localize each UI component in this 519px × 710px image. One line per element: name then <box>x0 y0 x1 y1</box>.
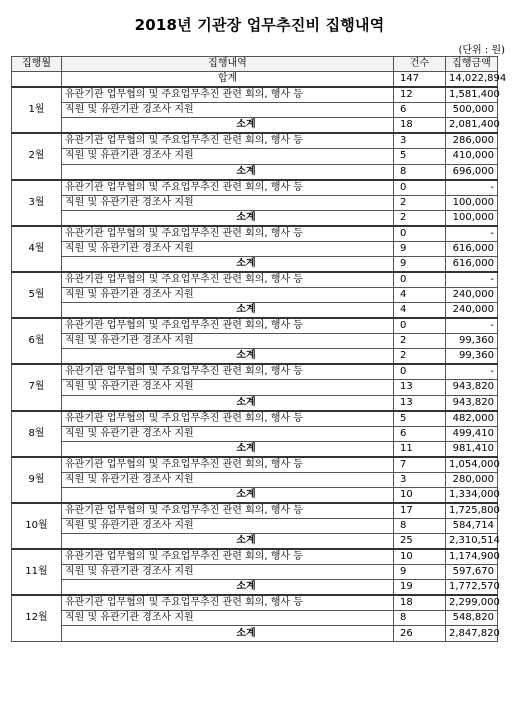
header-amount: 집행금액 <box>446 57 498 72</box>
month-cell: 1월 <box>12 87 62 133</box>
item-amount: 240,000 <box>446 287 498 302</box>
table-row <box>12 241 498 256</box>
item-desc: 유관기관 업무협의 및 주요업무추진 관련 회의, 행사 등 <box>62 457 394 473</box>
table-row <box>12 87 498 103</box>
item-count: 13 <box>394 380 446 395</box>
item-amount: 499,410 <box>446 426 498 441</box>
subtotal-row <box>12 118 498 134</box>
subtotal-label: 소계 <box>62 164 394 180</box>
item-count: 18 <box>394 595 446 611</box>
subtotal-count: 13 <box>394 395 446 411</box>
total-amount: 14,022,894 <box>446 72 498 88</box>
subtotal-row <box>12 487 498 503</box>
month-cell: 3월 <box>12 180 62 226</box>
subtotal-row <box>12 303 498 319</box>
subtotal-count: 26 <box>394 626 446 641</box>
table-row <box>12 411 498 427</box>
subtotal-amount: 943,820 <box>446 395 498 411</box>
header-row <box>12 57 498 72</box>
item-amount: 548,820 <box>446 611 498 626</box>
item-desc: 직원 및 유관기관 경조사 지원 <box>62 195 394 210</box>
table-row <box>12 287 498 302</box>
item-desc: 직원 및 유관기관 경조사 지원 <box>62 241 394 256</box>
subtotal-amount: 616,000 <box>446 256 498 272</box>
item-amount: - <box>446 318 498 334</box>
table-row <box>12 518 498 533</box>
table-row <box>12 457 498 473</box>
subtotal-amount: 981,410 <box>446 441 498 457</box>
item-desc: 직원 및 유관기관 경조사 지원 <box>62 103 394 118</box>
item-count: 5 <box>394 149 446 164</box>
subtotal-row <box>12 441 498 457</box>
item-amount: 100,000 <box>446 195 498 210</box>
item-desc: 직원 및 유관기관 경조사 지원 <box>62 611 394 626</box>
subtotal-label: 소계 <box>62 487 394 503</box>
subtotal-amount: 696,000 <box>446 164 498 180</box>
table-row <box>12 334 498 349</box>
subtotal-count: 18 <box>394 118 446 134</box>
item-amount: 584,714 <box>446 518 498 533</box>
item-count: 10 <box>394 549 446 565</box>
table-row <box>12 226 498 242</box>
table-row <box>12 180 498 196</box>
item-desc: 유관기관 업무협의 및 주요업무추진 관련 회의, 행사 등 <box>62 133 394 149</box>
subtotal-label: 소계 <box>62 534 394 550</box>
subtotal-label: 소계 <box>62 303 394 319</box>
item-desc: 직원 및 유관기관 경조사 지원 <box>62 380 394 395</box>
item-count: 2 <box>394 195 446 210</box>
subtotal-count: 25 <box>394 534 446 550</box>
table-row <box>12 565 498 580</box>
item-count: 3 <box>394 133 446 149</box>
subtotal-label: 소계 <box>62 256 394 272</box>
item-count: 9 <box>394 241 446 256</box>
table-row <box>12 503 498 519</box>
expense-table <box>11 56 507 642</box>
total-blank <box>12 72 62 88</box>
item-amount: 1,725,800 <box>446 503 498 519</box>
total-label: 합계 <box>62 72 394 88</box>
subtotal-row <box>12 580 498 596</box>
subtotal-row <box>12 349 498 365</box>
subtotal-count: 11 <box>394 441 446 457</box>
item-amount: 99,360 <box>446 334 498 349</box>
item-desc: 유관기관 업무협의 및 주요업무추진 관련 회의, 행사 등 <box>62 364 394 380</box>
subtotal-amount: 2,081,400 <box>446 118 498 134</box>
item-desc: 유관기관 업무협의 및 주요업무추진 관련 회의, 행사 등 <box>62 226 394 242</box>
item-desc: 직원 및 유관기관 경조사 지원 <box>62 472 394 487</box>
subtotal-label: 소계 <box>62 626 394 641</box>
item-amount: - <box>446 272 498 288</box>
item-desc: 유관기관 업무협의 및 주요업무추진 관련 회의, 행사 등 <box>62 549 394 565</box>
item-amount: 410,000 <box>446 149 498 164</box>
item-count: 8 <box>394 518 446 533</box>
total-row <box>12 72 498 88</box>
item-desc: 직원 및 유관기관 경조사 지원 <box>62 287 394 302</box>
month-cell: 8월 <box>12 411 62 457</box>
item-desc: 직원 및 유관기관 경조사 지원 <box>62 518 394 533</box>
month-cell: 10월 <box>12 503 62 549</box>
total-count: 147 <box>394 72 446 88</box>
table-row <box>12 364 498 380</box>
item-amount: - <box>446 364 498 380</box>
table-row <box>12 595 498 611</box>
item-count: 17 <box>394 503 446 519</box>
subtotal-label: 소계 <box>62 395 394 411</box>
item-desc: 유관기관 업무협의 및 주요업무추진 관련 회의, 행사 등 <box>62 411 394 427</box>
subtotal-count: 4 <box>394 303 446 319</box>
item-amount: 597,670 <box>446 565 498 580</box>
item-count: 5 <box>394 411 446 427</box>
item-count: 7 <box>394 457 446 473</box>
subtotal-count: 2 <box>394 349 446 365</box>
item-desc: 유관기관 업무협의 및 주요업무추진 관련 회의, 행사 등 <box>62 180 394 196</box>
month-cell: 9월 <box>12 457 62 503</box>
subtotal-label: 소계 <box>62 349 394 365</box>
month-cell: 7월 <box>12 364 62 410</box>
table-row <box>12 133 498 149</box>
subtotal-count: 19 <box>394 580 446 596</box>
table-row <box>12 472 498 487</box>
subtotal-label: 소계 <box>62 118 394 134</box>
item-desc: 유관기관 업무협의 및 주요업무추진 관련 회의, 행사 등 <box>62 595 394 611</box>
item-amount: 1,174,900 <box>446 549 498 565</box>
subtotal-amount: 1,334,000 <box>446 487 498 503</box>
item-count: 0 <box>394 226 446 242</box>
subtotal-amount: 240,000 <box>446 303 498 319</box>
item-amount: 500,000 <box>446 103 498 118</box>
table-row <box>12 318 498 334</box>
item-count: 9 <box>394 565 446 580</box>
subtotal-row <box>12 164 498 180</box>
item-count: 0 <box>394 318 446 334</box>
item-desc: 유관기관 업무협의 및 주요업무추진 관련 회의, 행사 등 <box>62 87 394 103</box>
item-count: 2 <box>394 334 446 349</box>
item-count: 12 <box>394 87 446 103</box>
subtotal-label: 소계 <box>62 580 394 596</box>
subtotal-row <box>12 210 498 226</box>
item-desc: 직원 및 유관기관 경조사 지원 <box>62 426 394 441</box>
subtotal-count: 10 <box>394 487 446 503</box>
table-row <box>12 272 498 288</box>
subtotal-label: 소계 <box>62 441 394 457</box>
item-amount: 2,299,000 <box>446 595 498 611</box>
subtotal-row <box>12 395 498 411</box>
subtotal-count: 2 <box>394 210 446 226</box>
unit-label: (단위 : 원) <box>458 45 505 56</box>
month-cell: 5월 <box>12 272 62 318</box>
item-amount: 482,000 <box>446 411 498 427</box>
item-count: 6 <box>394 426 446 441</box>
item-desc: 유관기관 업무협의 및 주요업무추진 관련 회의, 행사 등 <box>62 272 394 288</box>
header-desc: 집행내역 <box>62 57 394 72</box>
item-desc: 직원 및 유관기관 경조사 지원 <box>62 334 394 349</box>
month-cell: 2월 <box>12 133 62 179</box>
item-desc: 직원 및 유관기관 경조사 지원 <box>62 565 394 580</box>
item-desc: 유관기관 업무협의 및 주요업무추진 관련 회의, 행사 등 <box>62 503 394 519</box>
subtotal-amount: 2,310,514 <box>446 534 498 550</box>
table-row <box>12 380 498 395</box>
table-row <box>12 149 498 164</box>
item-amount: - <box>446 180 498 196</box>
subtotal-row <box>12 256 498 272</box>
item-count: 0 <box>394 364 446 380</box>
subtotal-amount: 99,360 <box>446 349 498 365</box>
table-body <box>12 72 507 641</box>
month-cell: 12월 <box>12 595 62 641</box>
header-count: 건수 <box>394 57 446 72</box>
subtotal-label: 소계 <box>62 210 394 226</box>
month-cell: 11월 <box>12 549 62 595</box>
item-count: 4 <box>394 287 446 302</box>
table-row <box>12 549 498 565</box>
item-count: 0 <box>394 272 446 288</box>
month-cell: 6월 <box>12 318 62 364</box>
item-count: 3 <box>394 472 446 487</box>
subtotal-amount: 1,772,570 <box>446 580 498 596</box>
item-desc: 직원 및 유관기관 경조사 지원 <box>62 149 394 164</box>
table-row <box>12 103 498 118</box>
header-month: 집행월 <box>12 57 62 72</box>
table-row <box>12 611 498 626</box>
table-row <box>12 426 498 441</box>
item-amount: 616,000 <box>446 241 498 256</box>
item-amount: 1,581,400 <box>446 87 498 103</box>
item-count: 6 <box>394 103 446 118</box>
subtotal-count: 8 <box>394 164 446 180</box>
subtotal-amount: 100,000 <box>446 210 498 226</box>
subtotal-amount: 2,847,820 <box>446 626 498 641</box>
item-count: 0 <box>394 180 446 196</box>
item-amount: 943,820 <box>446 380 498 395</box>
item-amount: 280,000 <box>446 472 498 487</box>
item-amount: - <box>446 226 498 242</box>
subtotal-row <box>12 534 498 550</box>
item-desc: 유관기관 업무협의 및 주요업무추진 관련 회의, 행사 등 <box>62 318 394 334</box>
subtotal-row <box>12 626 498 641</box>
item-count: 8 <box>394 611 446 626</box>
page-title: 2018년 기관장 업무추진비 집행내역 <box>134 16 385 34</box>
month-cell: 4월 <box>12 226 62 272</box>
item-amount: 1,054,000 <box>446 457 498 473</box>
item-amount: 286,000 <box>446 133 498 149</box>
table-row <box>12 195 498 210</box>
subtotal-count: 9 <box>394 256 446 272</box>
